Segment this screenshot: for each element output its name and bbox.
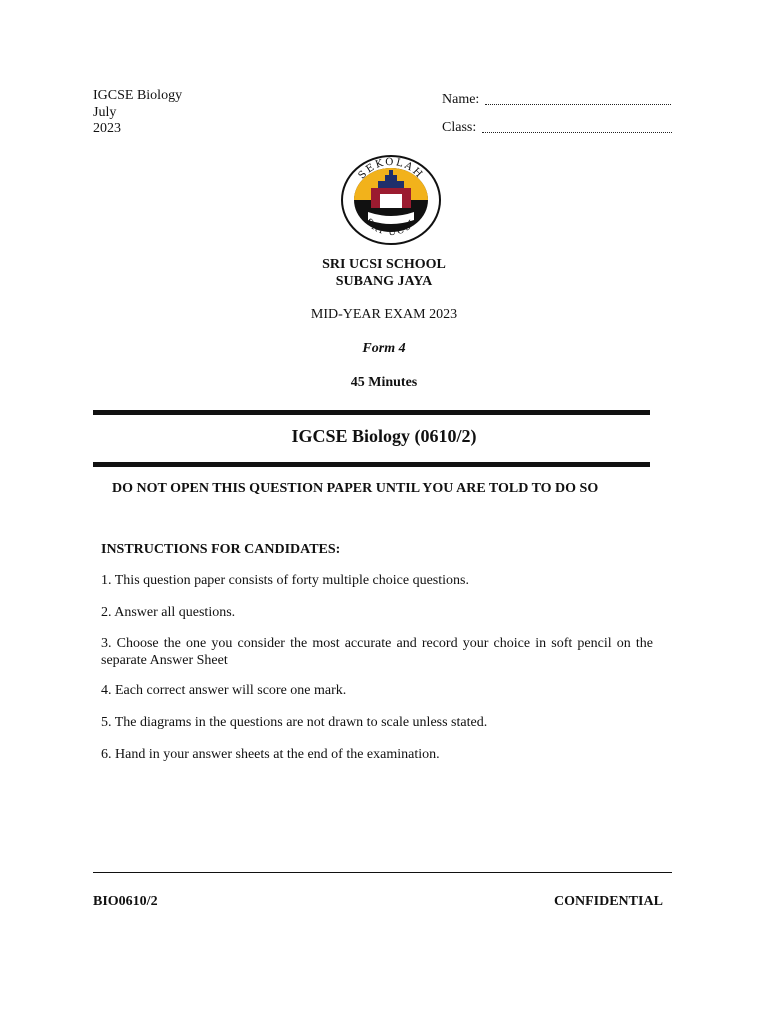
school-location: SUBANG JAYA — [335, 274, 433, 289]
bottom-rule — [93, 462, 650, 467]
exam-duration: 45 Minutes — [350, 375, 418, 390]
school-name: SRI UCSI SCHOOL — [322, 257, 446, 272]
class-blank[interactable] — [482, 132, 672, 133]
exam-warning: DO NOT OPEN THIS QUESTION PAPER UNTIL YOU ARE TOLD TO DO SO — [112, 481, 599, 496]
month-line: July — [93, 104, 117, 120]
logo-top-text: SEKOLAH — [356, 156, 426, 182]
instruction-item-2: 2. Answer all questions. — [101, 605, 236, 620]
exam-form: Form 4 — [362, 341, 406, 356]
header-meta — [93, 88, 182, 138]
instruction-item-4: 4. Each correct answer will score one mark. — [101, 683, 347, 698]
class-label: Class: — [442, 120, 477, 135]
name-field[interactable] — [442, 92, 671, 108]
name-label: Name: — [442, 92, 480, 107]
instruction-item-6: 6. Hand in your answer sheets at the end of the examination. — [101, 747, 440, 762]
footer-confidential: CONFIDENTIAL — [554, 894, 663, 909]
logo-bottom-text: SRI UCSI — [363, 217, 419, 239]
footer-rule — [93, 872, 672, 873]
school-logo — [340, 154, 442, 246]
instruction-item-5: 5. The diagrams in the questions are not drawn to scale unless stated. — [101, 715, 488, 730]
instruction-item-1: 1. This question paper consists of forty multiple choice questions. — [101, 573, 469, 588]
paper-title: IGCSE Biology (0610/2) — [291, 426, 477, 446]
year-line: 2023 — [93, 121, 121, 136]
footer-paper-code: BIO0610/2 — [93, 894, 158, 909]
name-blank[interactable] — [485, 104, 671, 105]
instructions-heading: INSTRUCTIONS FOR CANDIDATES: — [101, 542, 341, 557]
exam-title: MID-YEAR EXAM 2023 — [310, 307, 458, 322]
subject-line: IGCSE Biology — [93, 88, 183, 103]
class-field[interactable] — [442, 120, 672, 136]
top-rule — [93, 410, 650, 415]
instruction-item-3: 3. Choose the one you consider the most accurate and record your choice in soft pencil on the separate Answer Sheet — [101, 636, 653, 668]
